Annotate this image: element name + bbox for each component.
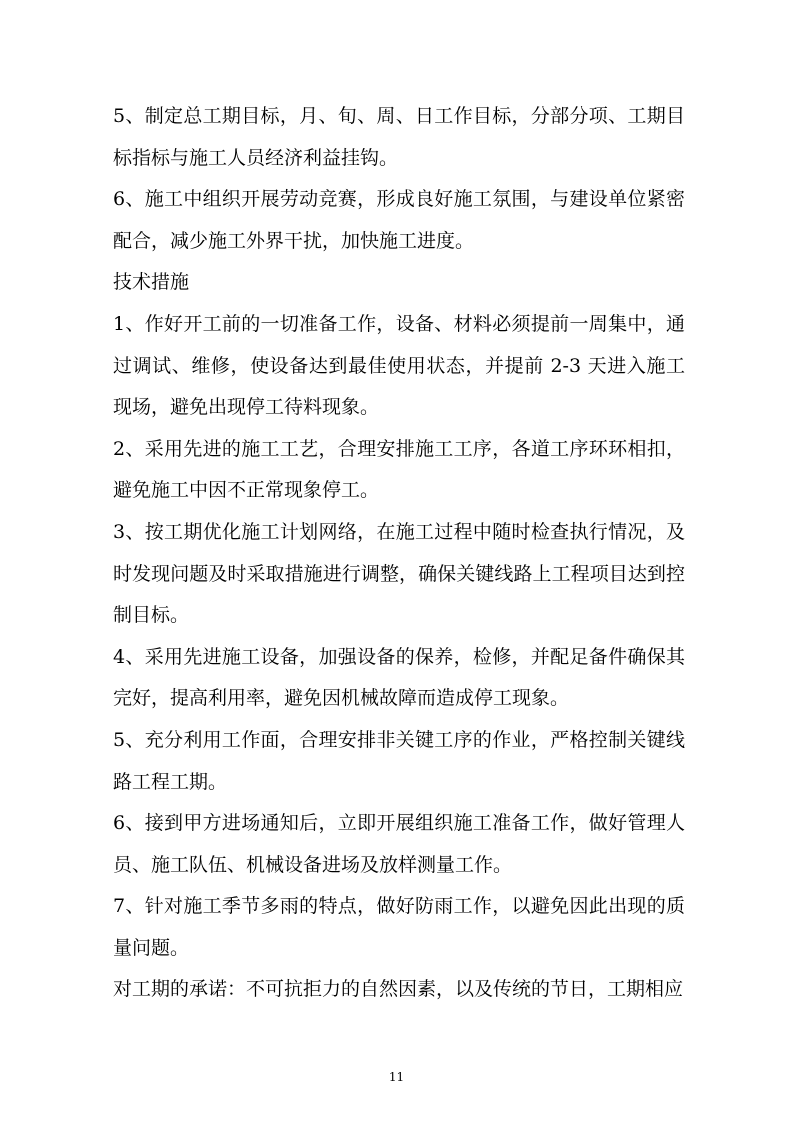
paragraph-schedule-network: 3、按工期优化施工计划网络，在施工过程中随时检查执行情况，及时发现问题及时采取措施进行调整，确保关键线路上工程项目达到控制目标。 [113, 520, 685, 627]
document-body [113, 96, 685, 1011]
paragraph-schedule-commitment: 对工期的承诺：不可抗拒力的自然因素，以及传统的节日，工期相应 [113, 978, 684, 1001]
paragraph-site-entry: 6、接到甲方进场通知后，立即开展组织施工准备工作，做好管理人员、施工队伍、机械设备进场及放样测量工作。 [113, 812, 685, 876]
page-number: 11 [388, 1070, 405, 1084]
paragraph-rain-protection: 7、针对施工季节多雨的特点，做好防雨工作，以避免因此出现的质量问题。 [113, 895, 685, 959]
paragraph-advanced-process: 2、采用先进的施工工艺，合理安排施工工序，各道工序环环相扣，避免施工中因不正常现象停工。 [113, 437, 685, 502]
paragraph-preparation-work: 1、作好开工前的一切准备工作，设备、材料必须提前一周集中，通过调试、维修，使设备达到最佳使用状态，并提前 2-3 天进入施工现场，避免出现停工待料现象。 [113, 312, 685, 419]
section-heading-technical-measures: 技术措施 [113, 271, 190, 294]
paragraph-equipment-maintenance: 4、采用先进施工设备，加强设备的保养，检修，并配足备件确保其完好，提高利用率，避免因机械故障而造成停工现象。 [113, 645, 685, 710]
paragraph-schedule-targets: 5、制定总工期目标，月、旬、周、日工作目标，分部分项、工期目标指标与施工人员经济利益挂钩。 [113, 105, 685, 169]
paragraph-labor-competition: 6、施工中组织开展劳动竞赛，形成良好施工氛围，与建设单位紧密配合，减少施工外界干扰，加快施工进度。 [113, 188, 685, 252]
paragraph-work-surface: 5、充分利用工作面，合理安排非关键工序的作业，严格控制关键线路工程工期。 [113, 728, 685, 793]
